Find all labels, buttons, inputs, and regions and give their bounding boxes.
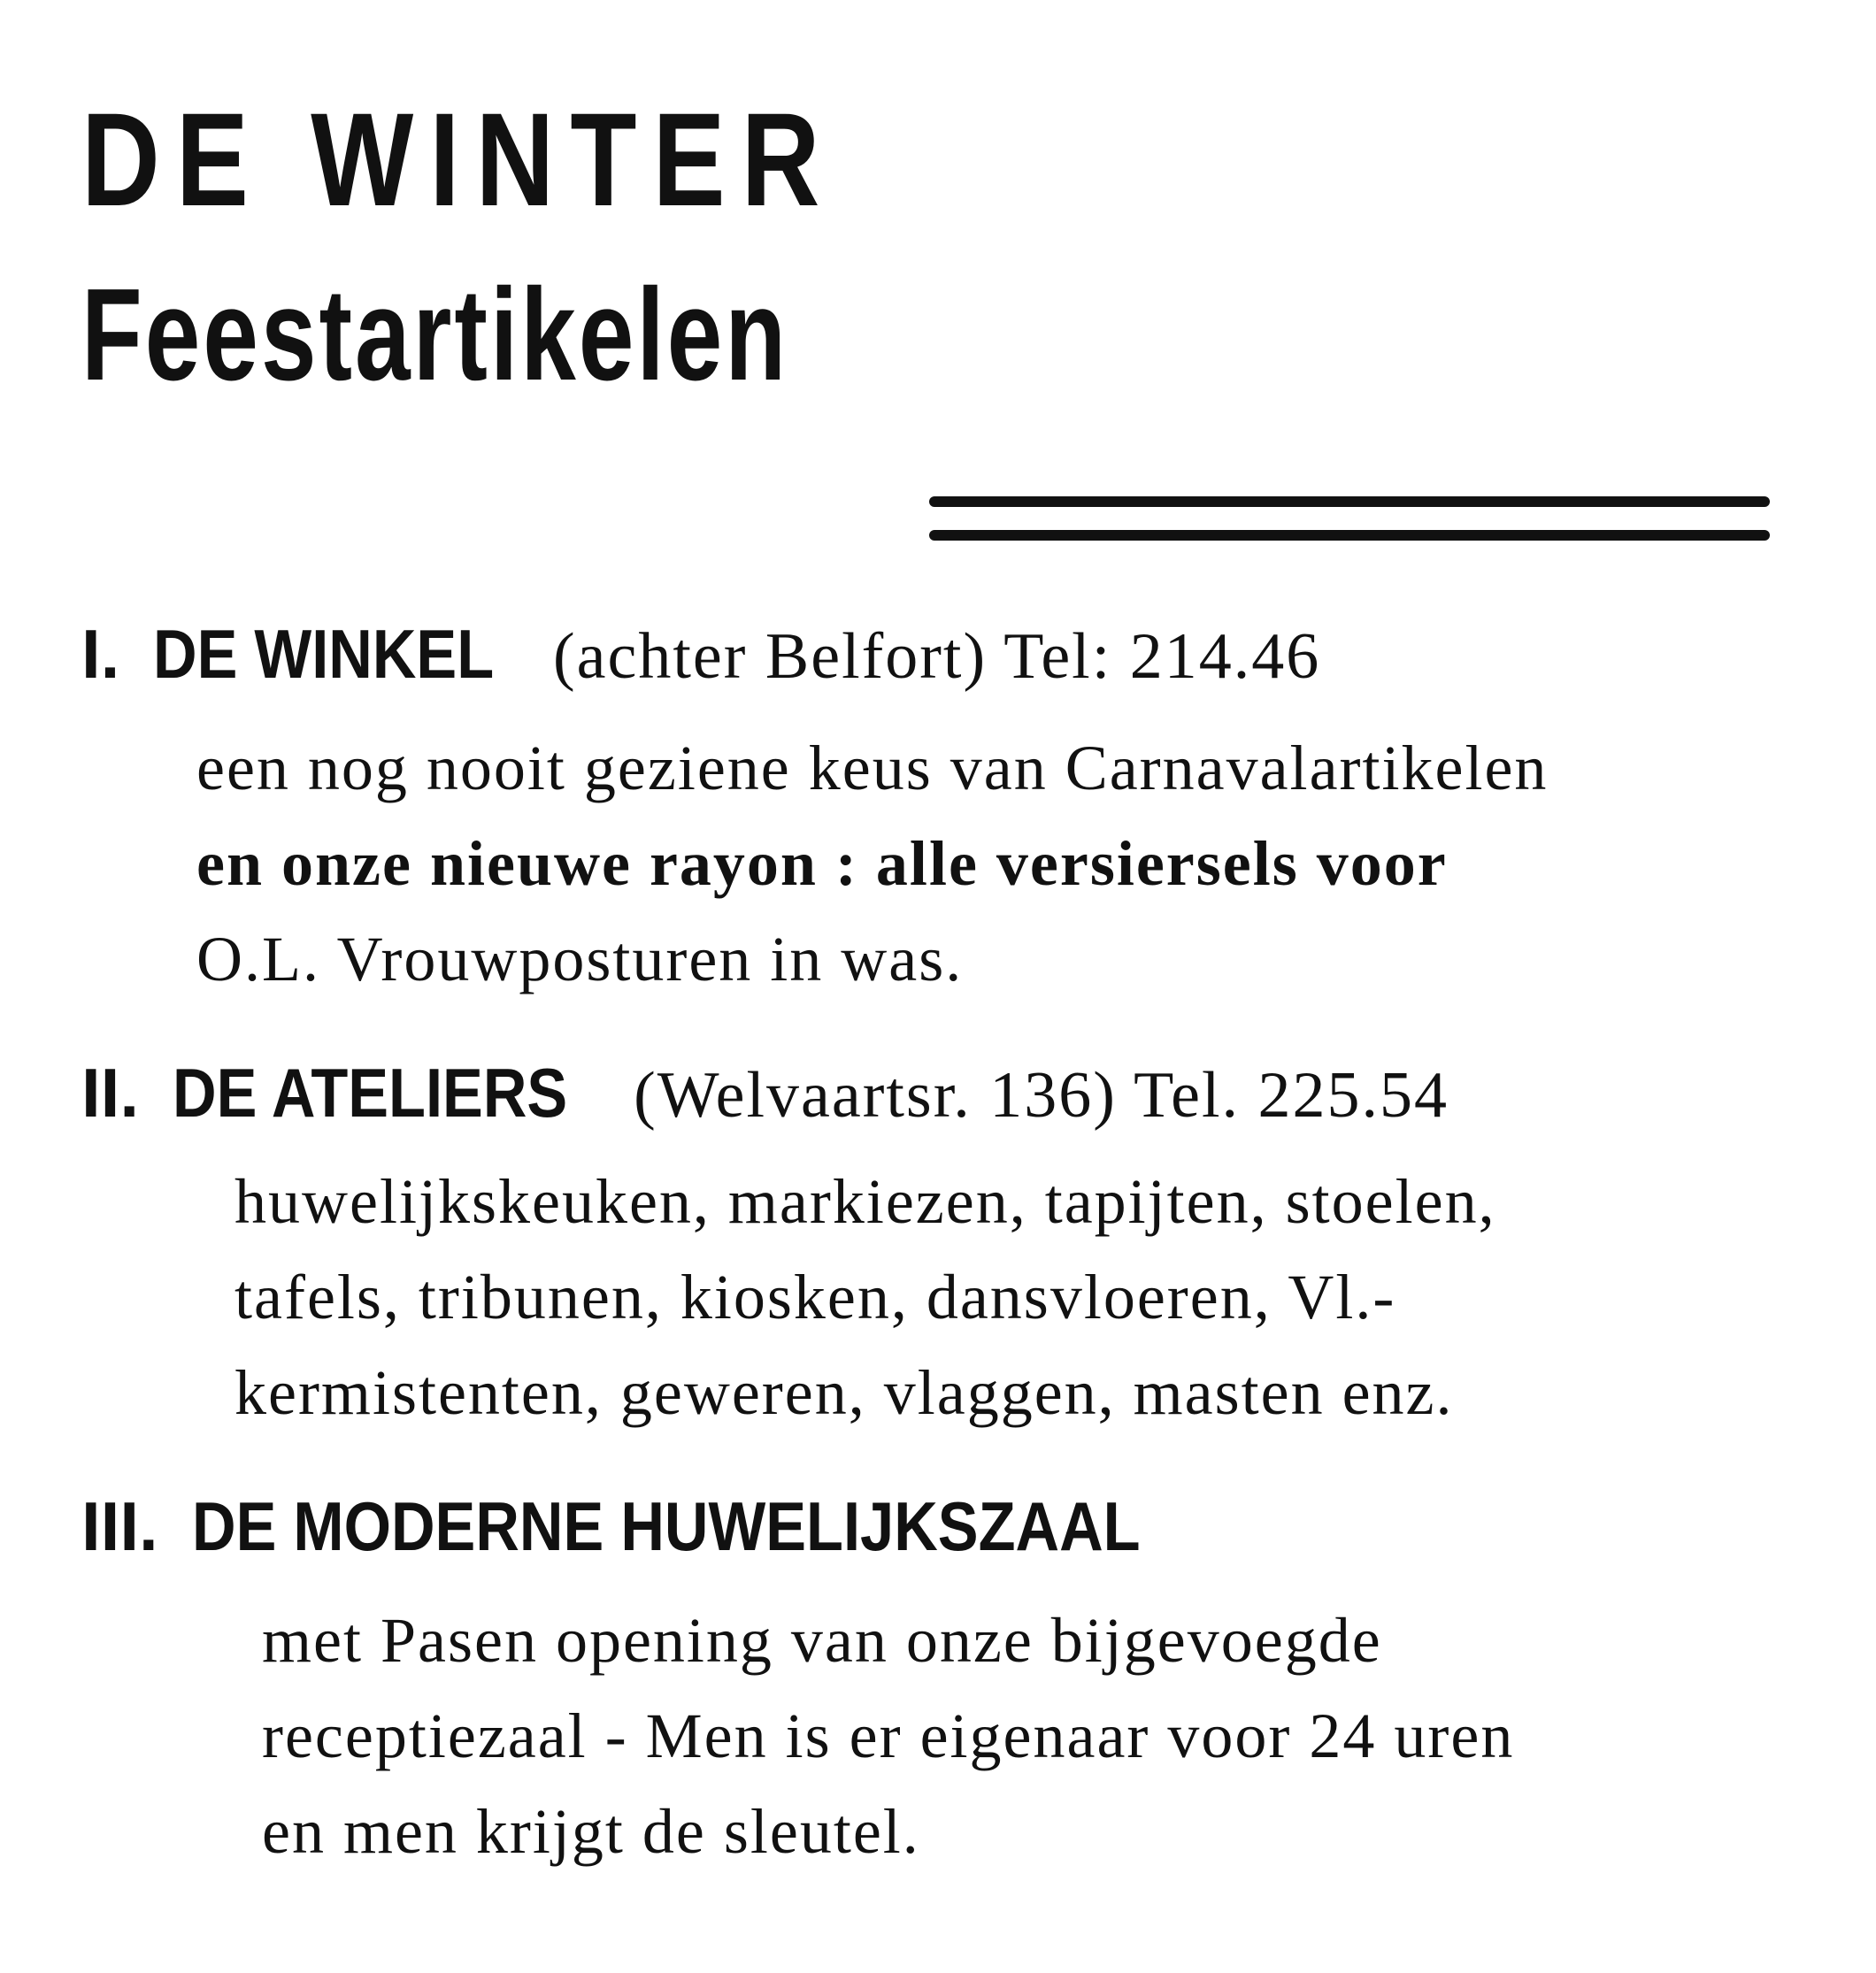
section-1-line-3: O.L. Vrouwposturen in was. (196, 924, 964, 994)
section-3-heading (81, 1487, 1269, 1565)
section-3-line-1: met Pasen opening van onze bijgevoegde (262, 1605, 1382, 1676)
section-3-line-2: receptiezaal - Men is er eigenaar voor 24 uren (262, 1700, 1515, 1771)
section-2-heading (81, 1054, 1449, 1132)
section-2-line-2: tafels, tribunen, kiosken, dansvloeren, Vl.- (234, 1262, 1396, 1332)
section-2-name: DE ATELIERS (173, 1054, 568, 1132)
section-1-numeral: I. (81, 615, 120, 693)
ad-subtitle: Feestartikelen (81, 262, 789, 408)
section-1-line-1: een nog nooit geziene keus van Carnavalartikelen (196, 733, 1549, 803)
section-1-heading (81, 615, 1321, 693)
section-2-note: (Welvaartsr. 136) Tel. 225.54 (634, 1059, 1449, 1132)
section-1-line-2: en onze nieuwe rayon : alle versiersels voor (196, 828, 1448, 899)
double-rule-top (929, 496, 1770, 507)
section-2-line-3: kermistenten, geweren, vlaggen, masten enz. (234, 1357, 1454, 1428)
section-3-line-3: en men krijgt de sleutel. (262, 1796, 920, 1867)
section-3-name: DE MODERNE HUWELIJKSZAAL (191, 1487, 1141, 1565)
ad-title: DE WINTER (81, 85, 836, 234)
section-1-name: DE WINKEL (153, 615, 495, 693)
double-rule-bottom (929, 530, 1770, 541)
section-3-numeral: III. (81, 1487, 158, 1565)
section-2-numeral: II. (81, 1054, 140, 1132)
section-1-note: (achter Belfort) Tel: 214.46 (553, 620, 1321, 693)
section-2-line-1: huwelijkskeuken, markiezen, tapijten, stoelen, (234, 1166, 1496, 1237)
